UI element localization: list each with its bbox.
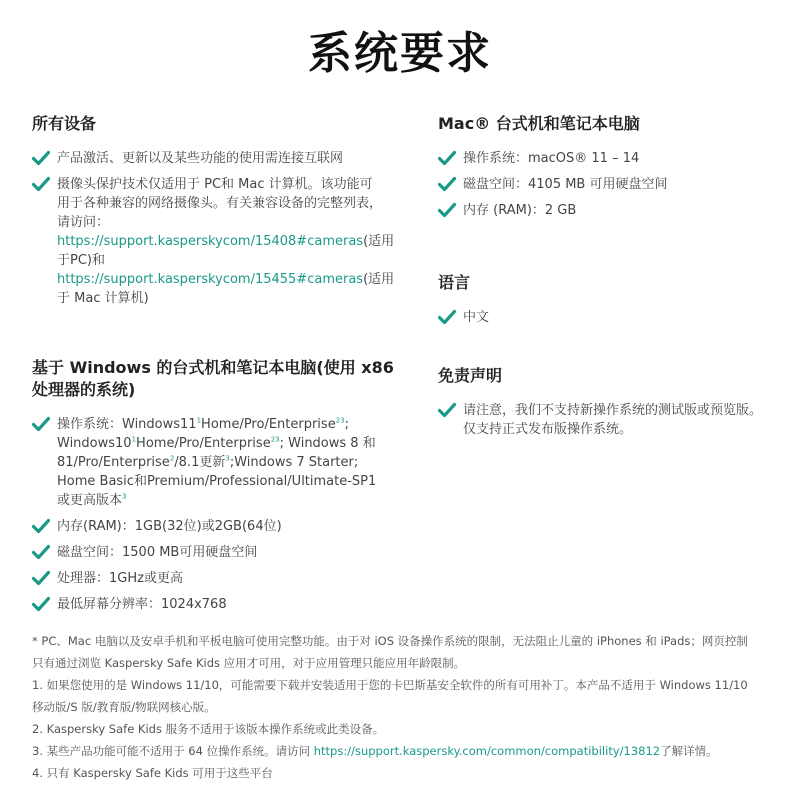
check-icon [438, 202, 456, 218]
footnote-line: 1. 如果您使用的是 Windows 11/10，可能需要下载并安装适用于您的卡巴斯基安全软件的所有可用补丁。本产品不适用于 Windows 11/10 [32, 678, 748, 692]
footnote-line: * PC、Mac 电脑以及安卓手机和平板电脑可使用完整功能。由于对 iOS 设备操作系统的限制，无法阻止儿童的 iPhones 和 iPads；网页控制 [32, 634, 748, 648]
item-text: 摄像头保护技术仅适用于 PC和 Mac 计算机。该功能可 [57, 177, 373, 192]
item-text: 最低屏幕分辨率：1024x768 [57, 597, 227, 612]
page-title: 系统要求 [308, 28, 492, 79]
item-text: 于 Mac 计算机) [57, 291, 149, 306]
item-text: 磁盘空间：1500 MB可用硬盘空间 [57, 545, 258, 560]
footnote-mark: 23 [270, 435, 280, 444]
item-text: 磁盘空间：4105 MB 可用硬盘空间 [463, 177, 668, 192]
windows-list [32, 415, 412, 614]
all-devices-section [32, 113, 412, 315]
footnote-mark: 2 [169, 454, 175, 463]
compatibility-link[interactable]: https://support.kaspersky.com/common/compatibility/13812 [313, 744, 661, 758]
list-item [438, 308, 783, 327]
all-devices-heading: 所有设备 [32, 114, 97, 133]
check-icon [32, 544, 50, 560]
footnote-line: 只有通过浏览 Kaspersky Safe Kids 应用才可用，对于应用管理只能应用年龄限制。 [32, 656, 466, 670]
footnote-line [32, 740, 780, 762]
check-icon [438, 402, 456, 418]
footnote-mark: 23 [335, 416, 345, 425]
check-icon [32, 150, 50, 166]
item-text: Home/Pro/Enterprise [136, 436, 271, 451]
item-text: ;Windows 7 Starter; [229, 455, 359, 470]
footnote-line: 移动版/S 版/教育版/物联网核心版。 [32, 700, 216, 714]
footnotes [32, 630, 780, 784]
item-text: 内存(RAM)：1GB(32位)或2GB(64位) [57, 519, 282, 534]
footnote-text: 了解详情。 [660, 744, 718, 758]
footnote-line: 2. Kaspersky Safe Kids 服务不适用于该版本操作系统或此类设备。 [32, 722, 385, 736]
footnote-mark: 3 [225, 454, 230, 463]
list-item [438, 401, 783, 439]
item-text: 于PC)和 [57, 253, 105, 268]
footnote-mark: 1 [196, 416, 202, 425]
item-text: 操作系统：Windows11 [57, 417, 197, 432]
item-text: Windows10 [57, 436, 132, 451]
language-list [438, 308, 783, 327]
language-section [438, 272, 783, 334]
list-item [438, 201, 783, 220]
cameras-pc-link[interactable]: https://support.kasperskycom/15408#cameras [57, 234, 364, 249]
check-icon [438, 176, 456, 192]
item-text: 请注意，我们不支持新操作系统的测试版或预览版。 [463, 403, 763, 418]
check-icon [438, 309, 456, 325]
list-item [32, 175, 412, 308]
disclaimer-section [438, 365, 783, 446]
windows-section [32, 357, 412, 621]
list-item [438, 149, 783, 168]
check-icon [32, 570, 50, 586]
windows-heading-line1: 基于 Windows 的台式机和笔记本电脑(使用 x86 [32, 358, 394, 377]
list-item [32, 543, 412, 562]
item-text: Home/Pro/Enterprise [201, 417, 336, 432]
check-icon [438, 150, 456, 166]
check-icon [32, 176, 50, 192]
footnote-mark: 3 [122, 492, 127, 501]
item-text: (适用 [363, 272, 395, 287]
language-heading: 语言 [438, 273, 471, 292]
footnote-mark: 1 [131, 435, 137, 444]
item-text: ; Windows 8 和 [279, 436, 376, 451]
check-icon [32, 596, 50, 612]
item-text: 请访问： [57, 215, 110, 230]
item-text: 处理器：1GHz或更高 [57, 571, 183, 586]
windows-heading-line2: 处理器的系统) [32, 380, 136, 399]
all-devices-list [32, 149, 412, 308]
item-text: 仅支持正式发布版操作系统。 [463, 422, 633, 437]
check-icon [32, 518, 50, 534]
item-text: 81/Pro/Enterprise [57, 455, 170, 470]
item-text: ; [344, 417, 350, 432]
list-item [32, 595, 412, 614]
item-text: (适用 [363, 234, 395, 249]
mac-list [438, 149, 783, 220]
mac-heading: Mac® 台式机和笔记本电脑 [438, 114, 640, 133]
list-item [438, 175, 783, 194]
disclaimer-list [438, 401, 783, 439]
list-item [32, 517, 412, 536]
item-text: /8.1更新 [174, 455, 226, 470]
item-text: 产品激活、更新以及某些功能的使用需连接互联网 [57, 151, 344, 166]
item-text: 内存 (RAM)：2 GB [463, 203, 577, 218]
item-text: 操作系统：macOS® 11 – 14 [463, 151, 640, 166]
item-text: Home Basic和Premium/Professional/Ultimate-SP1 [57, 474, 377, 489]
item-text: 或更高版本 [57, 493, 123, 508]
disclaimer-heading: 免责声明 [438, 366, 503, 385]
windows-heading [32, 357, 412, 401]
cameras-mac-link[interactable]: https://support.kasperskycom/15455#cameras [57, 272, 364, 287]
list-item [32, 415, 412, 510]
item-text: 用于各种兼容的网络摄像头。有关兼容设备的完整列表， [57, 196, 383, 211]
item-text: 中文 [463, 310, 490, 325]
footnote-line: 4. 只有 Kaspersky Safe Kids 可用于这些平台 [32, 766, 273, 780]
mac-section [438, 113, 783, 227]
list-item [32, 569, 412, 588]
footnote-text: 3. 某些产品功能可能不适用于 64 位操作系统。请访问 [32, 744, 314, 758]
check-icon [32, 416, 50, 432]
list-item [32, 149, 412, 168]
